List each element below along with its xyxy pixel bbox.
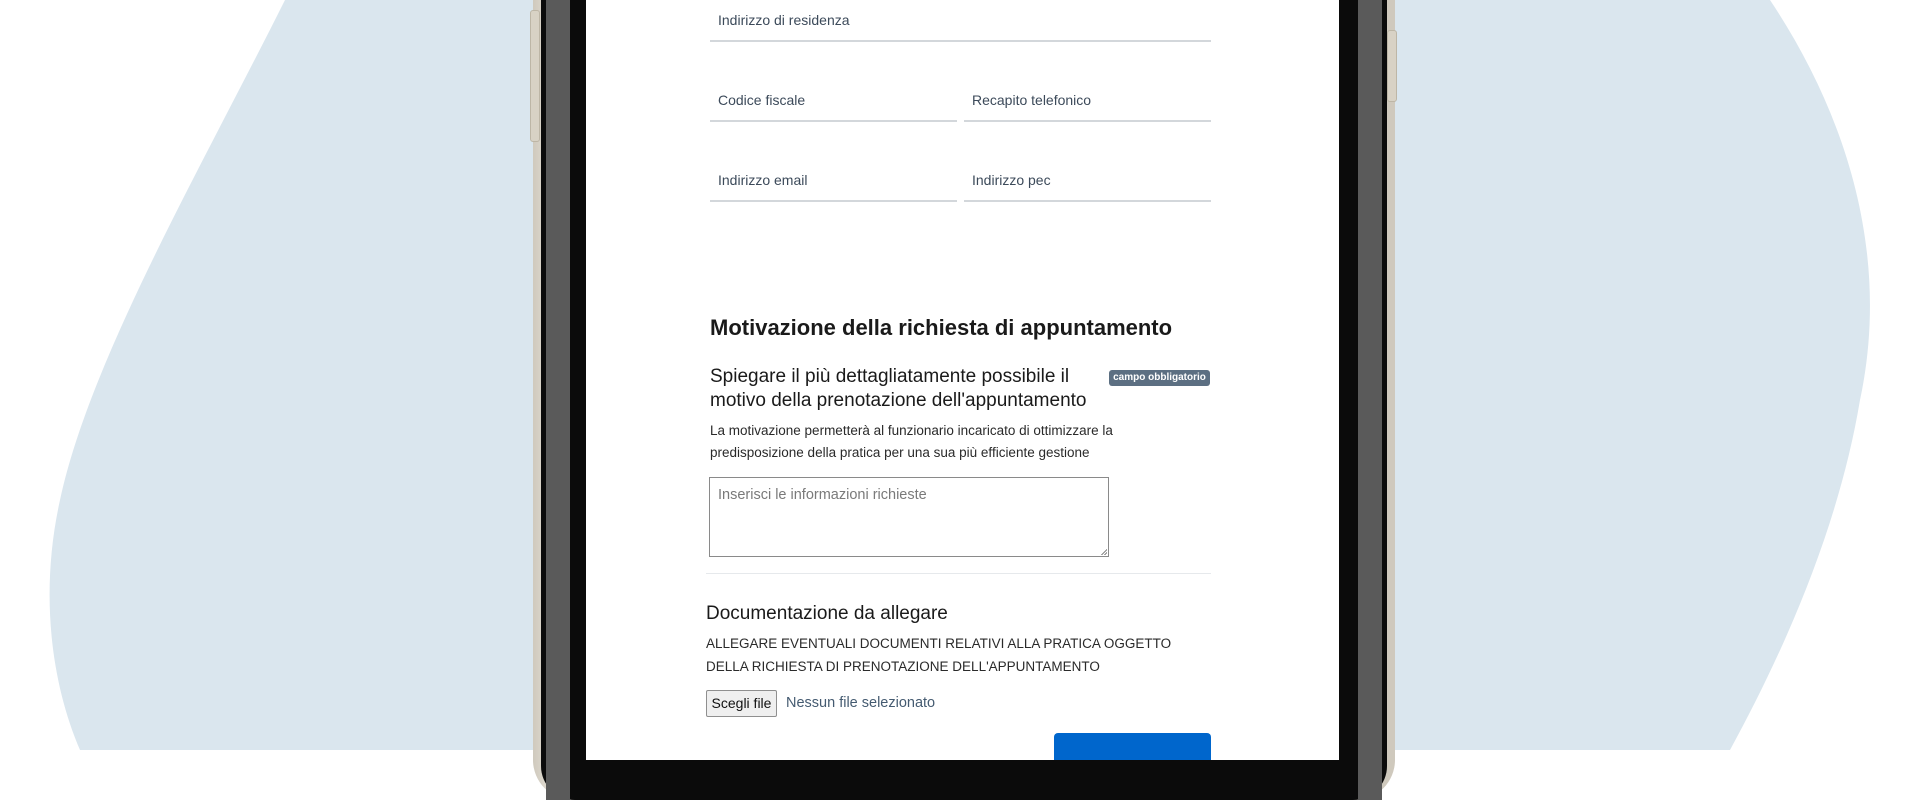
- pec-field[interactable]: [964, 160, 1211, 202]
- motivation-help-text: La motivazione permetterà al funzionario incaricato di ottimizzare la predisposizione della pratica per una sua più efficiente gestione: [710, 423, 1113, 460]
- email-field[interactable]: [710, 160, 957, 202]
- file-status-text: Nessun file selezionato: [786, 695, 936, 711]
- phone-screen: [586, 0, 1339, 760]
- tax-code-field-label: Codice fiscale: [718, 92, 806, 108]
- documents-description: ALLEGARE EVENTUALI DOCUMENTI RELATIVI ALLA PRATICA OGGETTO DELLA RICHIESTA DI PRENOTAZIONE DELL'APPUNTAMENTO: [706, 636, 1172, 674]
- tax-code-field[interactable]: [710, 80, 957, 122]
- motivation-section-title: Motivazione della richiesta di appuntamento: [710, 315, 1173, 340]
- motivation-question-label: Spiegare il più dettagliatamente possibile il motivo della prenotazione dell'appuntamento: [710, 366, 1087, 411]
- email-field-label: Indirizzo email: [718, 172, 808, 188]
- documents-title: Documentazione da allegare: [706, 603, 948, 624]
- section-divider: [706, 573, 1211, 574]
- motivation-textarea[interactable]: [709, 477, 1109, 557]
- required-badge: campo obbligatorio: [1109, 370, 1210, 386]
- textarea-placeholder: Inserisci le informazioni richieste: [718, 487, 927, 503]
- choose-file-button[interactable]: Scegli file: [706, 690, 777, 717]
- phone-side-button-left: [530, 10, 540, 142]
- phone-field-label: Recapito telefonico: [972, 92, 1092, 108]
- phone-inner-edge-left: [546, 0, 570, 800]
- pec-field-label: Indirizzo pec: [972, 172, 1051, 188]
- phone-side-button-right: [1387, 30, 1397, 102]
- address-field[interactable]: [710, 0, 1211, 42]
- phone-inner-edge-right: [1358, 0, 1382, 800]
- resize-grip-icon[interactable]: [1101, 549, 1107, 555]
- phone-field[interactable]: [964, 80, 1211, 122]
- address-field-label: Indirizzo di residenza: [718, 12, 850, 28]
- next-button[interactable]: [1054, 733, 1211, 760]
